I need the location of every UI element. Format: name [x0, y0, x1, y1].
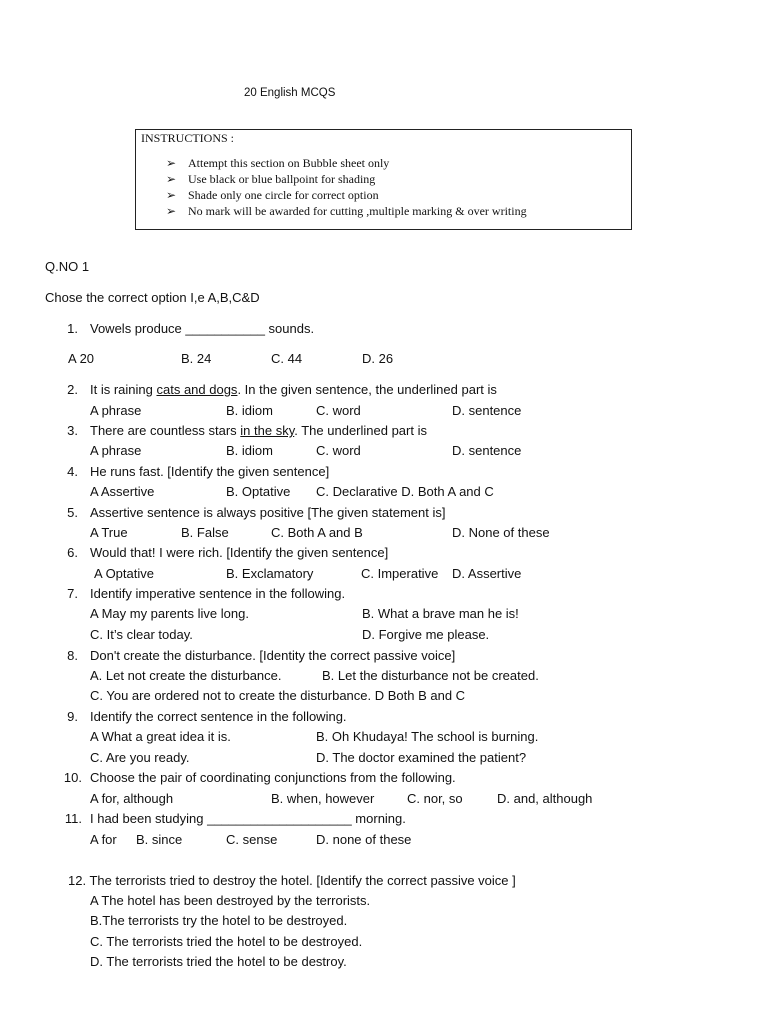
option: A phrase: [90, 443, 142, 458]
question-text: Assertive sentence is always positive [The given statement is]: [90, 505, 446, 520]
question-text: Vowels produce ___________ sounds.: [90, 321, 315, 336]
question-text: It is raining cats and dogs. In the given sentence, the underlined part is: [90, 382, 497, 397]
question-number: 1.: [67, 321, 78, 336]
option: C. It’s clear today.: [90, 627, 193, 642]
option: D. Assertive: [452, 566, 522, 581]
instruction-item: ➢ No mark will be awarded for cutting ,multiple marking & over writing: [166, 204, 527, 218]
option: B. when, however: [271, 791, 375, 806]
underlined-phrase: in the sky: [240, 423, 295, 438]
option: A for: [90, 832, 117, 847]
option: C. 44: [271, 351, 303, 366]
question-text: Don't create the disturbance. [Identity the correct passive voice]: [90, 648, 456, 663]
option: C. Both A and B: [271, 525, 363, 540]
page-title: 20 English MCQS: [244, 87, 336, 99]
option: B. 24: [181, 351, 212, 366]
option: D. sentence: [452, 443, 522, 458]
option: B. Optative: [226, 484, 291, 499]
question-number: 4.: [67, 464, 78, 479]
question-text: 12. The terrorists tried to destroy the hotel. [Identify the correct passive voice ]: [68, 873, 516, 888]
underlined-phrase: cats and dogs: [156, 382, 238, 397]
option: C. Imperative: [361, 566, 439, 581]
option: B. False: [181, 525, 229, 540]
option: D. The doctor examined the patient?: [316, 750, 527, 765]
option: B. Let the disturbance not be created.: [322, 668, 539, 683]
question-text: Identify the correct sentence in the following.: [90, 709, 347, 724]
arrow-bullet-icon: ➢: [166, 156, 177, 170]
option: B. What a brave man he is!: [362, 606, 519, 621]
question-number: 3.: [67, 423, 78, 438]
option: B. since: [136, 832, 183, 847]
option: D. None of these: [452, 525, 550, 540]
option: B.The terrorists try the hotel to be destroyed.: [90, 913, 348, 928]
option: C. sense: [226, 832, 278, 847]
instruction-item: ➢ Use black or blue ballpoint for shading: [166, 172, 376, 186]
option: A What a great idea it is.: [90, 729, 231, 744]
instruction-item: ➢ Attempt this section on Bubble sheet only: [166, 156, 390, 170]
option: C. word: [316, 403, 361, 418]
question-text: Choose the pair of coordinating conjunctions from the following.: [90, 770, 456, 785]
option: C. The terrorists tried the hotel to be destroyed.: [90, 934, 363, 949]
option: D. none of these: [316, 832, 412, 847]
option: A Optative: [94, 566, 154, 581]
question-number: 7.: [67, 586, 78, 601]
option: A The hotel has been destroyed by the terrorists.: [90, 893, 371, 908]
option: B. idiom: [226, 443, 273, 458]
option: A True: [90, 525, 128, 540]
option: A 20: [68, 351, 95, 366]
option: C. You are ordered not to create the disturbance. D Both B and C: [90, 688, 466, 703]
option: A May my parents live long.: [90, 606, 249, 621]
option: D. The terrorists tried the hotel to be destroy.: [90, 954, 347, 969]
option: D. Forgive me please.: [362, 627, 490, 642]
question-number: 6.: [67, 545, 78, 560]
question-number-heading: Q.NO 1: [45, 259, 90, 274]
instruction-item: ➢ Shade only one circle for correct option: [166, 188, 379, 202]
question-text: Would that! I were rich. [Identify the given sentence]: [90, 545, 389, 560]
question-number: 11.: [64, 811, 82, 826]
option: A. Let not create the disturbance.: [90, 668, 282, 683]
instructions-heading: INSTRUCTIONS :: [141, 131, 235, 145]
option: C. word: [316, 443, 361, 458]
question-number: 9.: [67, 709, 78, 724]
question-text: He runs fast. [Identify the given sentence]: [90, 464, 330, 479]
option: C. nor, so: [407, 791, 463, 806]
question-number: 5.: [67, 505, 78, 520]
arrow-bullet-icon: ➢: [166, 204, 177, 218]
instructions-box: [135, 129, 632, 230]
option: D. sentence: [452, 403, 522, 418]
option: A phrase: [90, 403, 142, 418]
option: C. Declarative D. Both A and C: [316, 484, 494, 499]
option: C. Are you ready.: [90, 750, 190, 765]
option: B. Oh Khudaya! The school is burning.: [316, 729, 539, 744]
option: A for, although: [90, 791, 174, 806]
option: D. and, although: [497, 791, 593, 806]
arrow-bullet-icon: ➢: [166, 188, 177, 202]
directive-text: Chose the correct option I,e A,B,C&D: [45, 290, 260, 305]
option: D. 26: [362, 351, 394, 366]
question-number: 8.: [67, 648, 78, 663]
question-number: 2.: [67, 382, 78, 397]
question-number: 10.: [63, 770, 82, 785]
question-text: I had been studying ____________________ morning.: [90, 811, 406, 826]
option: A Assertive: [90, 484, 155, 499]
question-text: Identify imperative sentence in the following.: [90, 586, 346, 601]
arrow-bullet-icon: ➢: [166, 172, 177, 186]
question-text: There are countless stars in the sky. The underlined part is: [90, 423, 427, 438]
option: B. idiom: [226, 403, 273, 418]
option: B. Exclamatory: [226, 566, 314, 581]
